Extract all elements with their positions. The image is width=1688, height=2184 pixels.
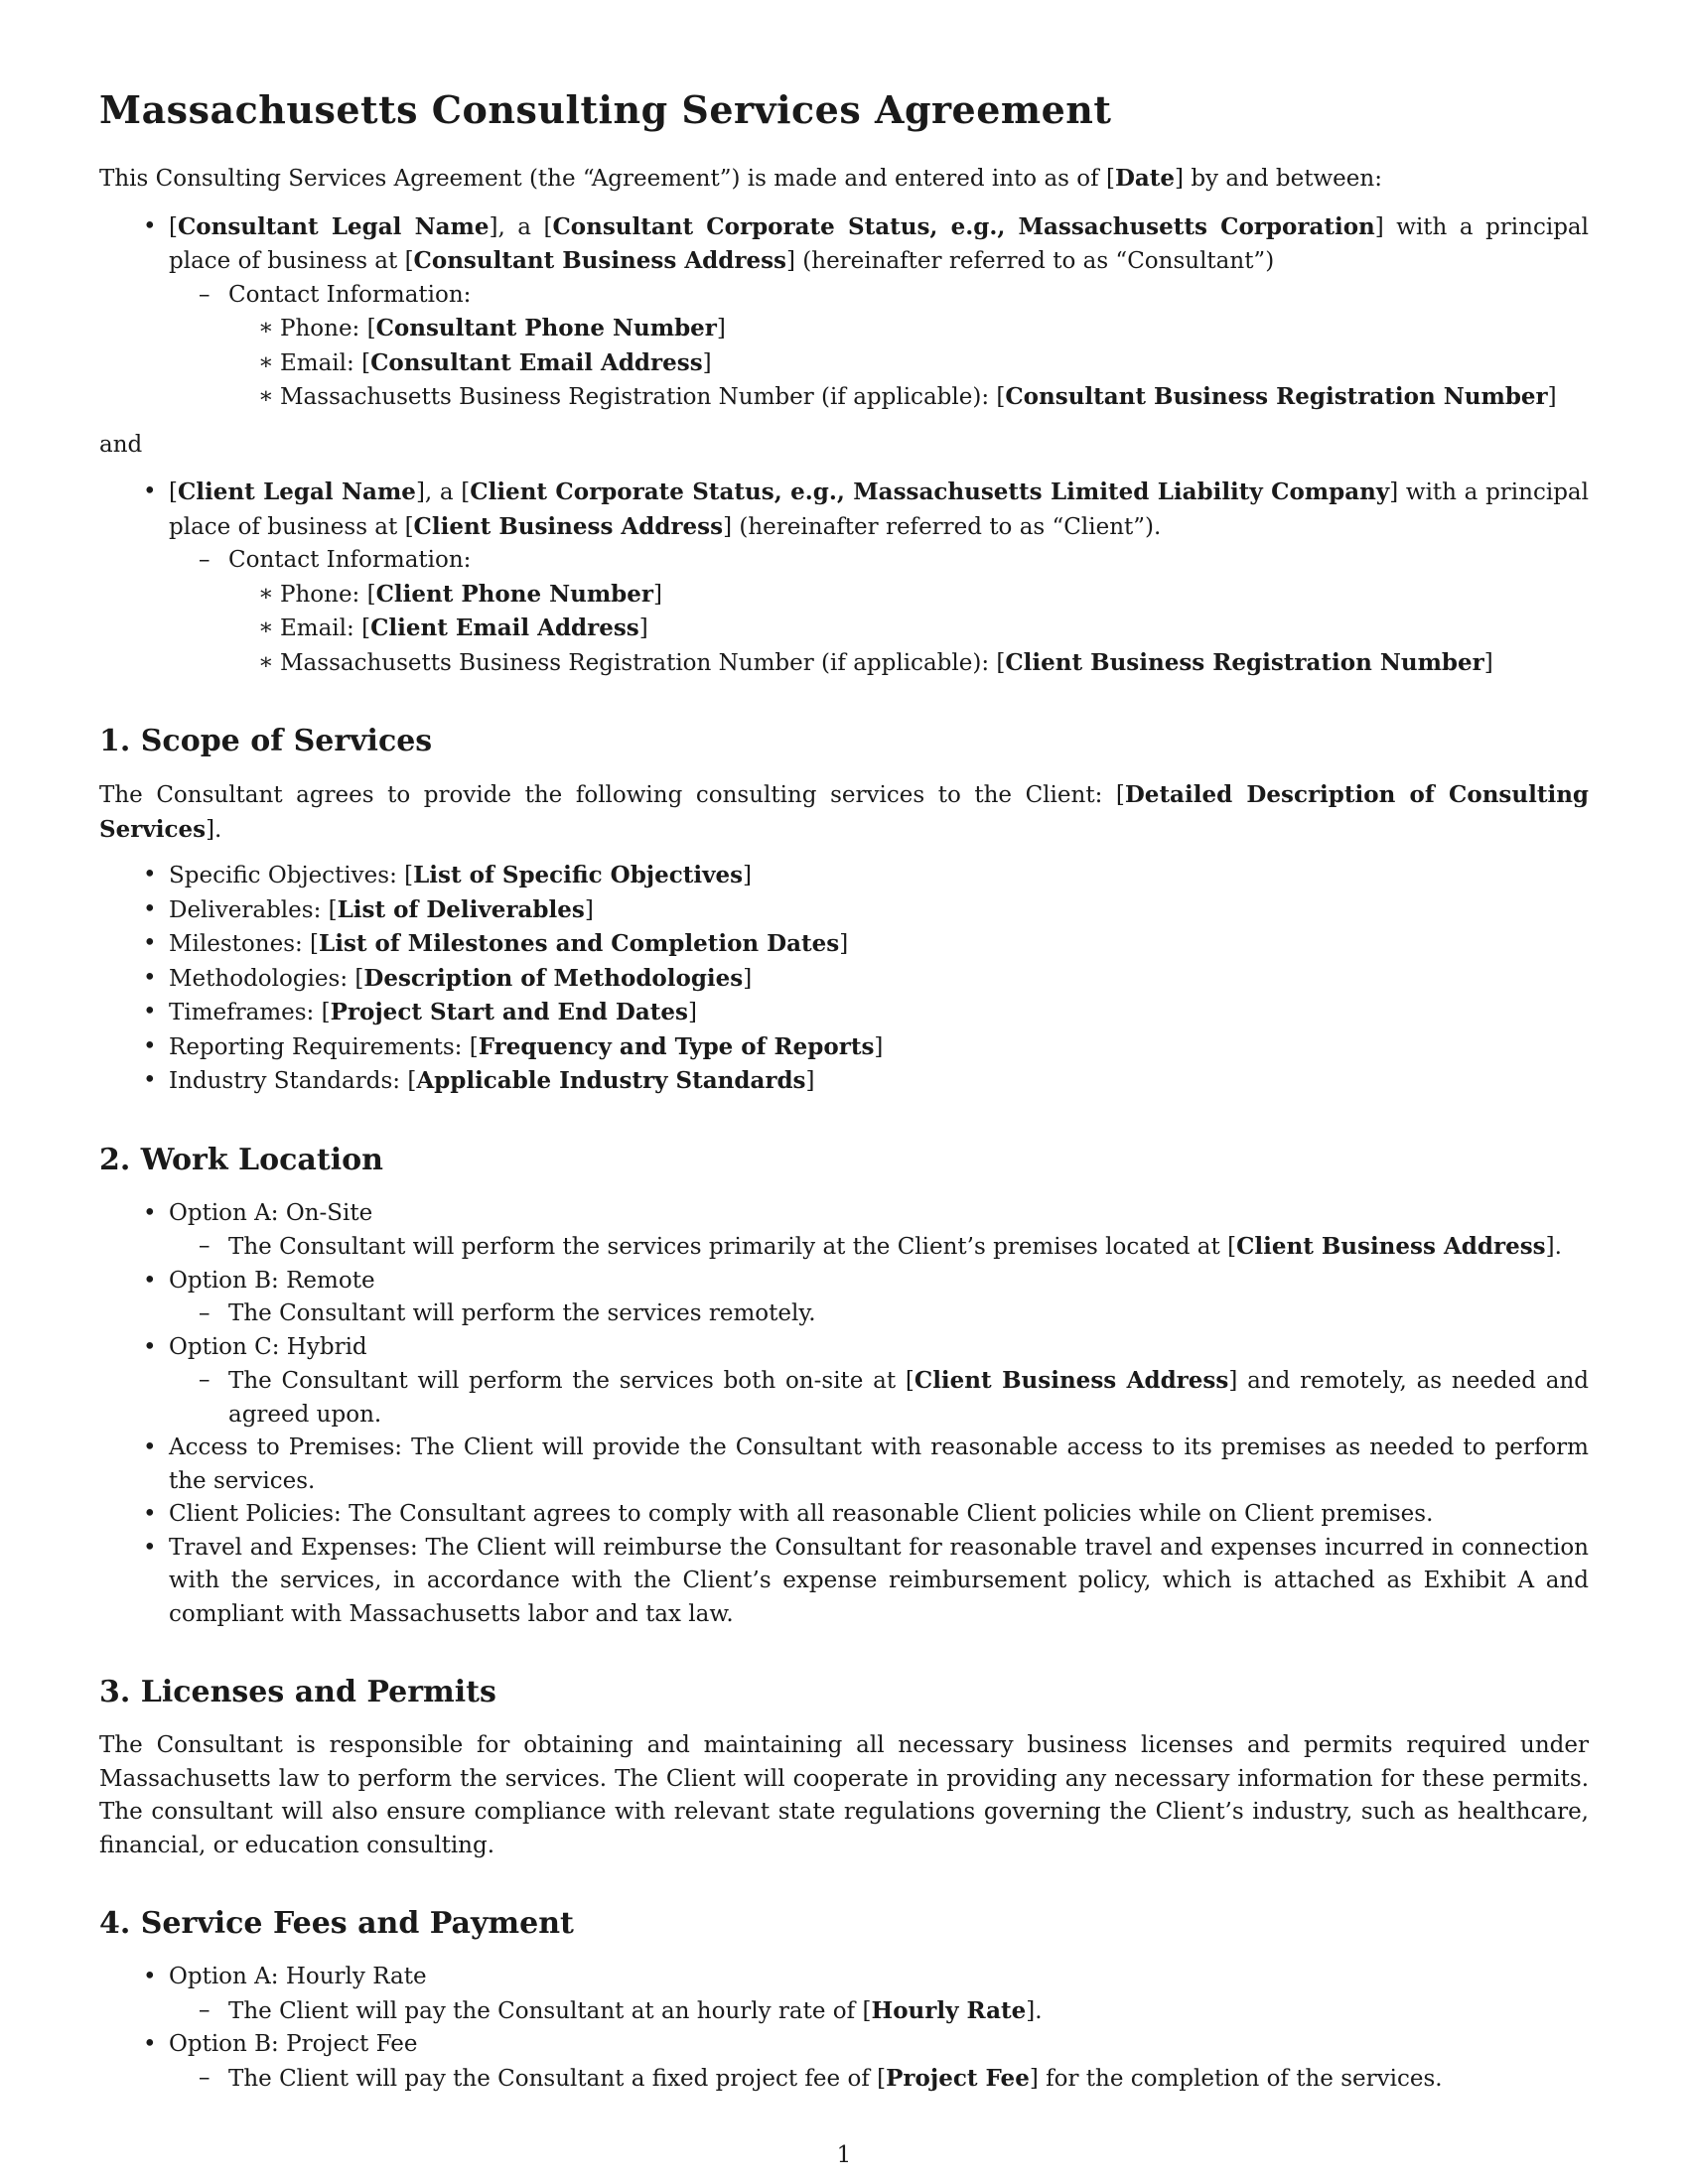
page-number: 1 <box>836 2142 852 2168</box>
list-item: • Reporting Requirements: [Frequency and Type of Reports] <box>99 1030 1589 1065</box>
client-registration: ∗ Massachusetts Business Registration Number (if applicable): [Client Business Registration Number] <box>228 646 1589 681</box>
client-email: ∗ Email: [Client Email Address] <box>228 612 1589 646</box>
list-item: • Industry Standards: [Applicable Industry Standards] <box>99 1064 1589 1099</box>
option-remote-detail: – The Consultant will perform the services remotely. <box>169 1297 1589 1331</box>
consultant-phone: ∗ Phone: [Consultant Phone Number] <box>228 312 1589 346</box>
list-item: • Timeframes: [Project Start and End Dates] <box>99 996 1589 1030</box>
consultant-email: ∗ Email: [Consultant Email Address] <box>228 346 1589 381</box>
client-policies: • Client Policies: The Consultant agrees to comply with all reasonable Client policies while on Client premises. <box>99 1498 1589 1532</box>
list-item: • Deliverables: [List of Deliverables] <box>99 893 1589 928</box>
client-phone: ∗ Phone: [Client Phone Number] <box>228 578 1589 613</box>
consultant-party-list <box>99 210 1589 415</box>
intro-paragraph: This Consulting Services Agreement (the “Agreement”) is made and entered into as of [Date] by and between: <box>99 165 1382 192</box>
scope-list <box>99 859 1589 1099</box>
option-hourly-rate-detail: – The Client will pay the Consultant at an hourly rate of [Hourly Rate]. <box>169 1994 1589 2029</box>
option-hybrid: • Option C: Hybrid – The Consultant will perform the services both on-site at [Client Business Address] and remotely, as needed and agreed upon. <box>99 1331 1589 1433</box>
option-hourly-rate: • Option A: Hourly Rate – The Client will pay the Consultant at an hourly rate of [Hourly Rate]. <box>99 1961 1589 2028</box>
access-to-premises: • Access to Premises: The Client will provide the Consultant with reasonable access to its premises as needed to perform the services. <box>99 1432 1589 1498</box>
section-heading-fees: 4. Service Fees and Payment <box>99 1906 574 1941</box>
option-on-site-detail: – The Consultant will perform the services primarily at the Client’s premises located at [Client Business Address]. <box>169 1230 1589 1265</box>
scope-intro: The Consultant agrees to provide the following consulting services to the Client: [Detailed Description of Consulting Services]. <box>99 781 1589 843</box>
travel-and-expenses: • Travel and Expenses: The Client will reimburse the Consultant for reasonable travel and expenses incurred in connection with the services, in accordance with the Client’s expense reimbursement policy, which is attached as Exhibit A and compliant with Massachusetts labor and tax law. <box>99 1532 1589 1632</box>
and-text: and <box>99 431 143 458</box>
option-project-fee: • Option B: Project Fee – The Client will pay the Consultant a fixed project fee of [Project Fee] for the completion of the services. <box>99 2028 1589 2096</box>
licenses-paragraph: The Consultant is responsible for obtaining and maintaining all necessary business licenses and permits required under Massachusetts law to perform the services. The Client will cooperate in providing any necessary information for these permits. The consultant will also ensure compliance with relevant state regulations governing the Client’s industry, such as healthcare, financial, or education consulting. <box>99 1732 1589 1858</box>
option-project-fee-detail: – The Client will pay the Consultant a fixed project fee of [Project Fee] for the completion of the services. <box>169 2062 1589 2097</box>
list-item: • Methodologies: [Description of Methodologies] <box>99 962 1589 997</box>
option-remote: • Option B: Remote – The Consultant will perform the services remotely. <box>99 1265 1589 1331</box>
document-title: Massachusetts Consulting Services Agreement <box>99 87 1112 132</box>
client-contact-info: – Contact Information: ∗ Phone: [Client Phone Number] ∗ Email: [Client Email Address] ∗ Massachusetts Business Registration Number (if applicable): [Client Business Registration Number] <box>169 544 1589 680</box>
work-location-list <box>99 1197 1589 1632</box>
client-party-list <box>99 476 1589 680</box>
consultant-contact-info: – Contact Information: ∗ Phone: [Consultant Phone Number] ∗ Email: [Consultant Email Address] ∗ Massachusetts Business Registration Number (if applicable): [Consultant Business Registration Number] <box>169 279 1589 415</box>
consultant-party-item: • [Consultant Legal Name], a [Consultant Corporate Status, e.g., Massachusetts Corporation] with a principal place of business at [Consultant Business Address] (hereinafter referred to as “Consultant”) – Contact Information: ∗ Phone: [Consultant Phone Number] ∗ Email: [Consultant Email Address] ∗ Massachusetts Business Registration Number (if applicable): [Consultant Business Registration Number] <box>99 210 1589 415</box>
option-on-site: • Option A: On-Site – The Consultant will perform the services primarily at the Client’s premises located at [Client Business Address]. <box>99 1197 1589 1265</box>
client-party-item: • [Client Legal Name], a [Client Corporate Status, e.g., Massachusetts Limited Liability Company] with a principal place of business at [Client Business Address] (hereinafter referred to as “Client”). – Contact Information: ∗ Phone: [Client Phone Number] ∗ Email: [Client Email Address] ∗ Massachusetts Business Registration Number (if applicable): [Client Business Registration Number] <box>99 476 1589 680</box>
option-hybrid-detail: – The Consultant will perform the services both on-site at [Client Business Address] and remotely, as needed and agreed upon. <box>169 1364 1589 1432</box>
date-placeholder: Date <box>1114 165 1176 192</box>
list-item: • Specific Objectives: [List of Specific Objectives] <box>99 859 1589 893</box>
fees-list <box>99 1961 1589 2096</box>
section-heading-scope: 1. Scope of Services <box>99 724 433 758</box>
section-heading-licenses: 3. Licenses and Permits <box>99 1675 496 1709</box>
consultant-registration: ∗ Massachusetts Business Registration Number (if applicable): [Consultant Business Registration Number] <box>228 380 1589 415</box>
list-item: • Milestones: [List of Milestones and Completion Dates] <box>99 927 1589 962</box>
section-heading-work-location: 2. Work Location <box>99 1142 383 1177</box>
